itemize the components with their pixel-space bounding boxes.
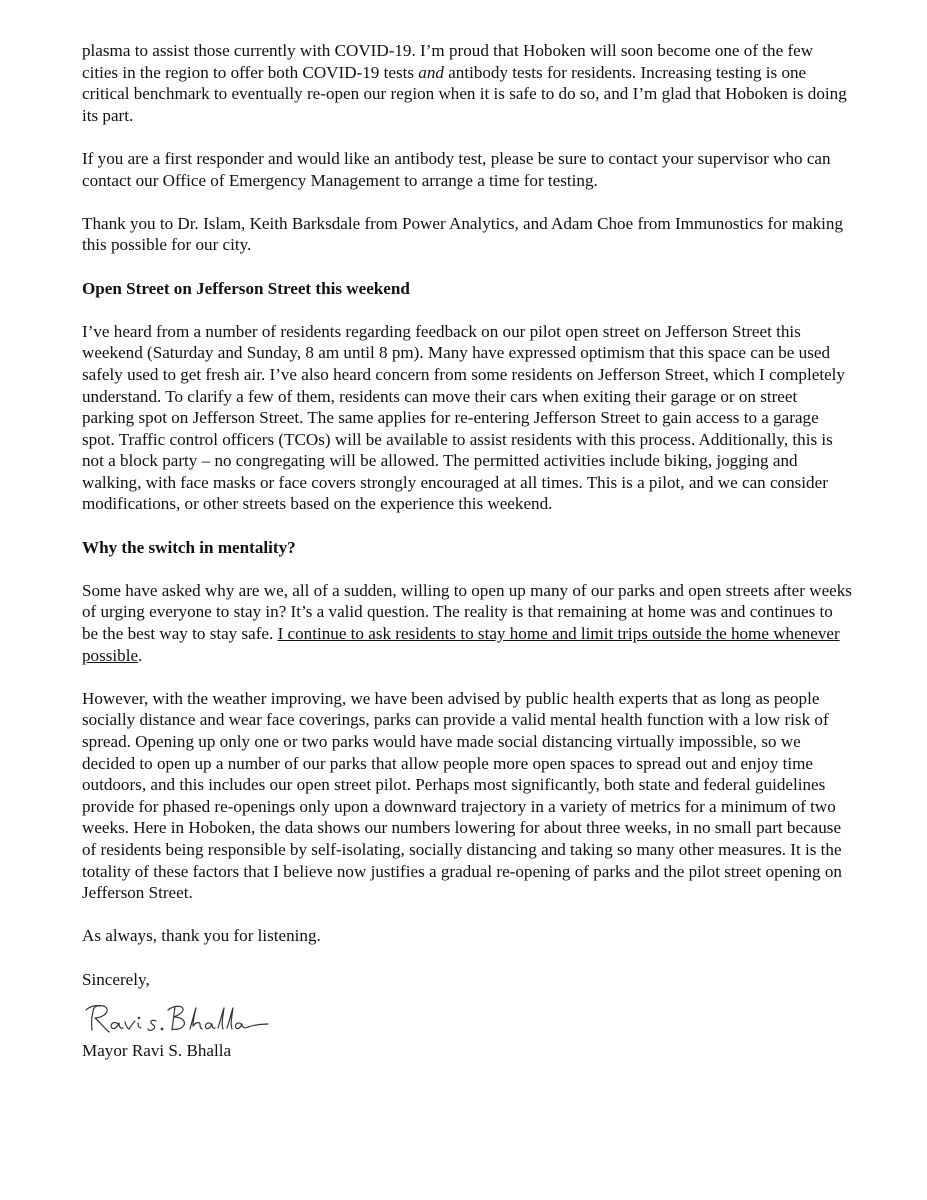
paragraph-text: plasma to assist those currently with COVID-19. I’m proud that Hoboken will soon become one of the few cities in the region to offer both COVID-19 tests [82,41,814,82]
paragraph-however: However, with the weather improving, we have been advised by public health experts that as long as people socially distance and wear face coverings, parks can provide a valid mental health function with a low risk of spread. Opening up only one or two parks would have made social distancing virtually impossible, so we decided to open up a number of our parks that allow people more open spaces to spread out and enjoy time outdoors, and this includes our open street pilot. Perhaps most significantly, both state and federal guidelines provide for phased re-openings only upon a downward trajectory in a variety of metrics for a minimum of two weeks. Here in Hoboken, the data shows our numbers lowering for about three weeks, in no small part because of residents being responsible by self-isolating, socially distancing and taking so many other measures. It is the totality of these factors that I believe now justifies a gradual re-opening of parks and the pilot street opening on Jefferson Street. [82,688,842,903]
letter-page [82,40,852,1083]
paragraph-first-responder: If you are a first responder and would like an antibody test, please be sure to contact your supervisor who can contact our Office of Emergency Management to arrange a time for testing. [82,148,831,190]
heading-mentality: Why the switch in mentality? [82,537,296,557]
handwritten-signature [82,996,282,1040]
paragraph-text: . [138,645,143,665]
paragraph-thank-you: Thank you to Dr. Islam, Keith Barksdale from Power Analytics, and Adam Choe from Immunostics for making this possible for our city. [82,213,844,255]
underlined-request: I continue to ask residents to stay home and limit trips outside the home whenever possible [82,624,840,665]
closing: Sincerely, [82,969,150,989]
paragraph-plasma-testing [82,40,852,126]
signature-block [82,996,852,1040]
paragraph-text: antibody tests for residents. Increasing testing is one critical benchmark to eventually re-open our region when it is safe to do so, and I’m glad that Hoboken is doing its part. [82,62,847,125]
paragraph-thanks-listening: As always, thank you for listening. [82,926,321,946]
emphasis-and: and [418,62,444,82]
heading-open-street: Open Street on Jefferson Street this weekend [82,278,410,298]
paragraph-open-street: I’ve heard from a number of residents regarding feedback on our pilot open street on Jefferson Street this weekend (Saturday and Sunday, 8 am until 8 pm). Many have expressed optimism that this space can be used safely used to get fresh air. I’ve also heard concern from some residents on Jefferson Street, which I completely understand. To clarify a few of them, residents can move their cars when exiting their garage or on street parking spot on Jefferson Street. The same applies for re-entering Jefferson Street to gain access to a garage spot. Traffic control officers (TCOs) will be available to assist residents with this process. Additionally, this is not a block party – no congregating will be allowed. The permitted activities include biking, jogging and walking, with face masks or face covers strongly encouraged at all times. This is a pilot, and we can consider modifications, or other streets based on the experience this weekend. [82,321,845,514]
paragraph-why-switch [82,580,852,666]
signer-name: Mayor Ravi S. Bhalla [82,1041,232,1061]
paragraph-text: Some have asked why are we, all of a sudden, willing to open up many of our parks and open streets after weeks of urging everyone to stay in? It’s a valid question. The reality is that remaining at home was and continues to be the best way to stay safe. [82,580,852,644]
